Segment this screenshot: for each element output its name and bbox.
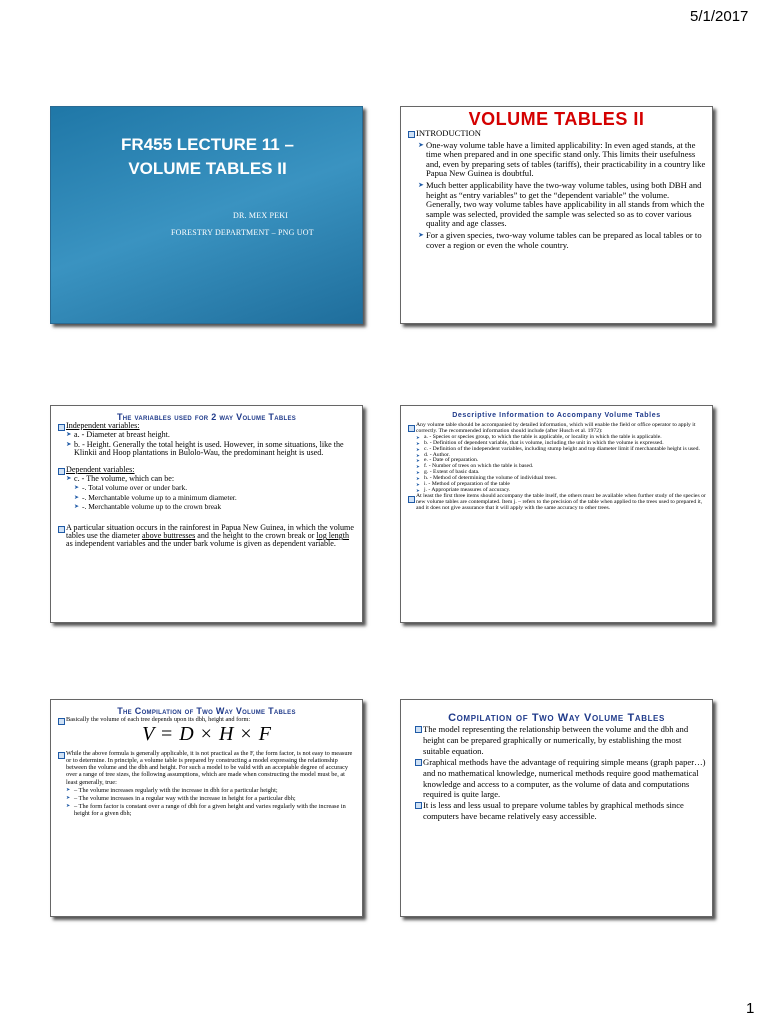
- assumption-item: ➤ – The form factor is constant over a range of dbh for a given height and varies regularly with the increase in height for a given dbh;: [66, 803, 356, 817]
- print-date: 5/1/2017: [690, 8, 749, 25]
- slide-compilation-formula: [50, 699, 363, 917]
- descriptive-item: ➤ h. - Method of determining the volume of individual trees.: [416, 476, 706, 482]
- slide-title-lecture: [50, 106, 363, 324]
- author-name: DR. MEX PEKI: [233, 211, 289, 220]
- dependent-item: ➤ c. - The volume, which can be:: [66, 475, 356, 483]
- intro-point: ➤ Much better applicability have the two-way volume tables, using both DBH and height as “entry variables” to get the “dependent variable” the volume. Generally, two way volume tables have applicability in all stands from which the sample was selected, provided the sample was selected so as to cover various quality and age classes.: [418, 181, 706, 229]
- assumption-item: ➤ – The volume increases regularly with the increase in dbh for a particular height;: [66, 787, 356, 794]
- descriptive-item: ➤ e. - Date of preparation.: [416, 458, 706, 464]
- method-point: Graphical methods have the advantage of requiring simple means (graph paper…) and no mathematical knowledge, numerical methods require good mathematical knowledge and access to a computer, as the volume of data and computations required is quite large.: [415, 757, 706, 801]
- dependent-heading: Dependent variables:: [58, 466, 356, 474]
- slide-variables: [50, 405, 363, 623]
- lecture-title: [51, 133, 363, 181]
- intro-heading: INTRODUCTION: [408, 129, 706, 139]
- descriptive-item: ➤ c. - Definition of the independent variables, including stump height and top diameter limit if merchantable height is used.: [416, 447, 706, 453]
- page-number: 1: [746, 1000, 755, 1017]
- dependent-subitem: ➤ -. Merchantable volume up to a minimum diameter.: [74, 494, 356, 502]
- slide-heading: The variables used for 2 way Volume Tables: [116, 412, 297, 422]
- slide-heading: Compilation of Two Way Volume Tables: [448, 712, 665, 724]
- slide-descriptive-info: [400, 405, 713, 623]
- method-point: It is less and less usual to prepare volume tables by graphical methods since computers have became relatively easy accessible.: [415, 800, 706, 822]
- volume-formula: V = D × H × F: [142, 723, 272, 746]
- department-name: FORESTRY DEPARTMENT – PNG UOT: [171, 228, 314, 237]
- descriptive-item: ➤ f. - Number of trees on which the table is based.: [416, 464, 706, 470]
- slide-body: [51, 422, 362, 549]
- dependent-subitem: ➤ -. Merchantable volume up to the crown break: [74, 503, 356, 511]
- compilation-intro: Basically the volume of each tree depends upon its dbh, height and form:: [58, 716, 356, 723]
- descriptive-closing: At least the first three items should accompany the table itself, the others must be available when further study of the species or new volume tables are contemplated. Item j. – refers to the precision of the table when applied to the trees used to prepared it, and it does not give assurance that it will apply with the same accuracy to other trees.: [408, 494, 706, 512]
- independent-heading: Independent variables:: [58, 422, 356, 430]
- intro-point: ➤ For a given species, two-way volume tables can be prepared as local tables or to cover a region or even the whole country.: [418, 231, 706, 250]
- dependent-subitem: ➤ -. Total volume over or under bark.: [74, 484, 356, 492]
- slide-compilation-methods: [400, 699, 713, 917]
- slide-heading: The Compilation of Two Way Volume Tables: [117, 706, 296, 716]
- lecture-title-line1: FR455 LECTURE 11 –: [121, 135, 294, 154]
- descriptive-item: ➤ g. - Extent of basic data.: [416, 470, 706, 476]
- slide-body: [401, 423, 712, 512]
- intro-point: ➤ One-way volume table have a limited applicability: In even aged stands, at the time when prepared and in one specific stand only. This limits their usefulness and, even by preparing sets of tables (tariffs), their practicability in a country like Papua New Guinea is doubtful.: [418, 141, 706, 179]
- slide-heading: Descriptive Information to Accompany Volume Tables: [452, 412, 661, 419]
- independent-item: ➤ a. - Diameter at breast height.: [66, 431, 356, 439]
- method-point: The model representing the relationship between the volume and the dbh and height can be prepared graphically or numerically, by establishing the most suitable equation.: [415, 724, 706, 757]
- assumption-item: ➤ – The volume increases in a regular way with the increase in height for a particular dbh;: [66, 795, 356, 802]
- descriptive-item: ➤ i. - Method of preparation of the table: [416, 482, 706, 488]
- slide-heading: VOLUME TABLES II: [468, 109, 645, 129]
- rainforest-paragraph: A particular situation occurs in the rainforest in Papua New Guinea, in which the volume tables use the diameter above buttresses and the height to the crown break or log length as independent variables and the under bark volume is given as dependent variable.: [58, 524, 356, 549]
- independent-item: ➤ b. - Height. Generally the total height is used. However, in some situations, like the Klinkii and Hoop plantations in Bulolo-Wau, the predominant height is used.: [66, 441, 356, 458]
- descriptive-intro: Any volume table should be accompanied by detailed information, which will enable the field or office operator to apply it correctly. The recommended information should include (after Husch et al. 1972):: [408, 423, 706, 435]
- descriptive-item: ➤ j. - Appropriate measures of accuracy.: [416, 488, 706, 494]
- slide-body: [51, 716, 362, 817]
- lecture-title-line2: VOLUME TABLES II: [128, 159, 287, 178]
- slide-body: [401, 129, 712, 250]
- slide-body: [401, 724, 712, 822]
- slide-introduction: [400, 106, 713, 324]
- descriptive-item: ➤ b. - Definition of dependent variable, that is volume, including the unit in which the volume is expressed.: [416, 441, 706, 447]
- descriptive-item: ➤ d. - Author.: [416, 453, 706, 459]
- descriptive-item: ➤ a. - Species or species group, to which the table is applicable, or locality in which the table is applicable.: [416, 435, 706, 441]
- compilation-paragraph: While the above formula is generally applicable, it is not practical as the F, the form factor, is not easy to measure or to determine. In principle, a volume table is prepared by constructing a model expressing the relationship between the volume and the dbh and height. For such a model to be valid with an acceptable degree of accuracy over a range of tree sizes, the following assumptions, which are made when constructing the model must be, at least generally, true:: [58, 750, 356, 785]
